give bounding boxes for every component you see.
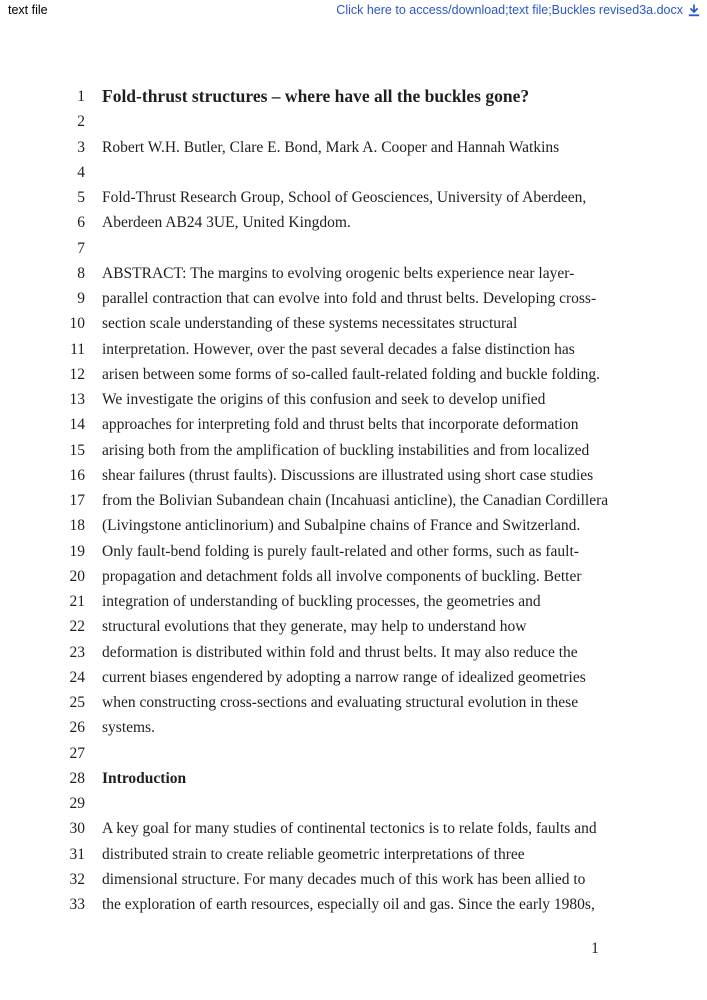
manuscript-line (0, 867, 707, 892)
manuscript-line (0, 715, 707, 740)
line-number: 20 (69, 567, 85, 585)
line-number: 4 (77, 163, 85, 181)
line-number: 3 (77, 138, 85, 156)
line-number: 22 (69, 618, 85, 636)
line-text: We investigate the origins of this confusion and seek to develop unified (102, 391, 546, 408)
line-text: arising both from the amplification of buckling instabilities and from localized (102, 441, 590, 459)
manuscript-line (0, 412, 707, 437)
line-number: 1 (77, 88, 85, 105)
manuscript-line (0, 690, 707, 715)
manuscript-line (0, 488, 707, 513)
line-number: 25 (69, 694, 85, 711)
line-text: systems. (102, 719, 155, 737)
line-number: 6 (77, 214, 85, 232)
line-number: 29 (69, 795, 85, 812)
line-number: 26 (69, 719, 85, 737)
manuscript-line (0, 160, 707, 185)
file-type-label: text file (8, 3, 48, 17)
attachment-header (0, 0, 707, 24)
manuscript-line (0, 311, 707, 336)
line-number: 12 (69, 365, 85, 383)
line-number: 23 (69, 643, 85, 661)
line-number: 28 (69, 769, 85, 787)
page-number: 1 (591, 940, 599, 957)
line-text: Only fault-bend folding is purely fault-related and other forms, such as fault- (102, 542, 579, 560)
line-number: 7 (77, 239, 85, 257)
line-number: 15 (69, 441, 85, 459)
line-text: Aberdeen AB24 3UE, United Kingdom. (102, 214, 351, 232)
line-number: 11 (70, 340, 85, 358)
line-text (85, 236, 102, 261)
manuscript-line (0, 842, 707, 867)
line-number: 8 (77, 264, 85, 282)
line-text: current biases engendered by adopting a narrow range of idealized geometries (102, 668, 586, 686)
line-number: 9 (77, 290, 85, 307)
line-text (85, 741, 102, 766)
line-text: propagation and detachment folds all involve components of buckling. Better (102, 567, 582, 585)
line-text: Fold-thrust structures – where have all the buckles gone? (102, 86, 530, 106)
line-number: 32 (69, 870, 85, 888)
line-text (85, 791, 102, 816)
line-text: Introduction (102, 769, 187, 787)
line-number: 27 (69, 744, 85, 762)
manuscript-line (0, 362, 707, 387)
line-text: deformation is distributed within fold and thrust belts. It may also reduce the (102, 643, 578, 661)
manuscript-line (0, 387, 707, 412)
line-number: 18 (69, 517, 85, 535)
manuscript-line (0, 791, 707, 816)
line-number: 19 (69, 542, 85, 560)
manuscript-line (0, 185, 707, 210)
manuscript-line (0, 109, 707, 134)
line-text: integration of understanding of buckling processes, the geometries and (102, 593, 541, 610)
line-text: shear failures (thrust faults). Discussions are illustrated using short case studies (102, 466, 594, 484)
line-number: 17 (69, 492, 85, 509)
manuscript-line (0, 236, 707, 261)
line-text (85, 160, 102, 185)
line-number: 24 (69, 668, 85, 686)
manuscript-line (0, 539, 707, 564)
line-text: from the Bolivian Subandean chain (Incahuasi anticline), the Canadian Cordillera (102, 492, 609, 509)
download-link[interactable]: Click here to access/download;text file;Buckles revised3a.docx (336, 3, 683, 17)
line-text (85, 109, 102, 134)
manuscript-line (0, 564, 707, 589)
manuscript-line (0, 286, 707, 311)
manuscript-line (0, 337, 707, 362)
line-number: 21 (69, 593, 85, 610)
line-number: 33 (69, 896, 85, 913)
line-text: arisen between some forms of so-called fault-related folding and buckle folding. (102, 365, 600, 383)
line-number: 30 (69, 820, 85, 838)
manuscript-line (0, 892, 707, 917)
line-text: A key goal for many studies of continental tectonics is to relate folds, faults and (102, 820, 597, 838)
manuscript-line (0, 665, 707, 690)
manuscript-line (0, 513, 707, 538)
line-text: interpretation. However, over the past several decades a false distinction has (102, 340, 575, 358)
manuscript-line (0, 614, 707, 639)
manuscript-line (0, 589, 707, 614)
line-text: ABSTRACT: The margins to evolving orogenic belts experience near layer- (102, 264, 575, 282)
line-text: Fold-Thrust Research Group, School of Geosciences, University of Aberdeen, (102, 189, 587, 206)
line-text: Robert W.H. Butler, Clare E. Bond, Mark A. Cooper and Hannah Watkins (102, 138, 560, 156)
line-text: section scale understanding of these systems necessitates structural (102, 315, 518, 333)
manuscript-line (0, 741, 707, 766)
manuscript-line (0, 84, 707, 109)
line-number: 14 (69, 416, 85, 434)
line-number: 16 (69, 466, 85, 484)
manuscript-line (0, 438, 707, 463)
line-number: 5 (77, 189, 85, 206)
line-number: 10 (69, 315, 85, 333)
manuscript-line (0, 640, 707, 665)
manuscript-body (0, 84, 707, 917)
line-text: structural evolutions that they generate, may help to understand how (102, 618, 527, 636)
line-text: (Livingstone anticlinorium) and Subalpine chains of France and Switzerland. (102, 517, 581, 535)
line-number: 2 (77, 113, 85, 131)
line-text: distributed strain to create reliable geometric interpretations of three (102, 845, 525, 863)
manuscript-line (0, 210, 707, 235)
line-text: approaches for interpreting fold and thrust belts that incorporate deformation (102, 416, 579, 434)
manuscript-line (0, 135, 707, 160)
line-text: dimensional structure. For many decades much of this work has been allied to (102, 870, 586, 888)
manuscript-line (0, 261, 707, 286)
line-text: when constructing cross-sections and evaluating structural evolution in these (102, 694, 579, 711)
manuscript-line (0, 816, 707, 841)
line-number: 13 (69, 391, 85, 408)
line-number: 31 (69, 845, 85, 863)
manuscript-line (0, 463, 707, 488)
line-text: the exploration of earth resources, especially oil and gas. Since the early 1980s, (102, 896, 595, 913)
line-text: parallel contraction that can evolve into fold and thrust belts. Developing cross- (102, 290, 597, 307)
download-icon[interactable] (688, 4, 700, 17)
manuscript-line (0, 766, 707, 791)
